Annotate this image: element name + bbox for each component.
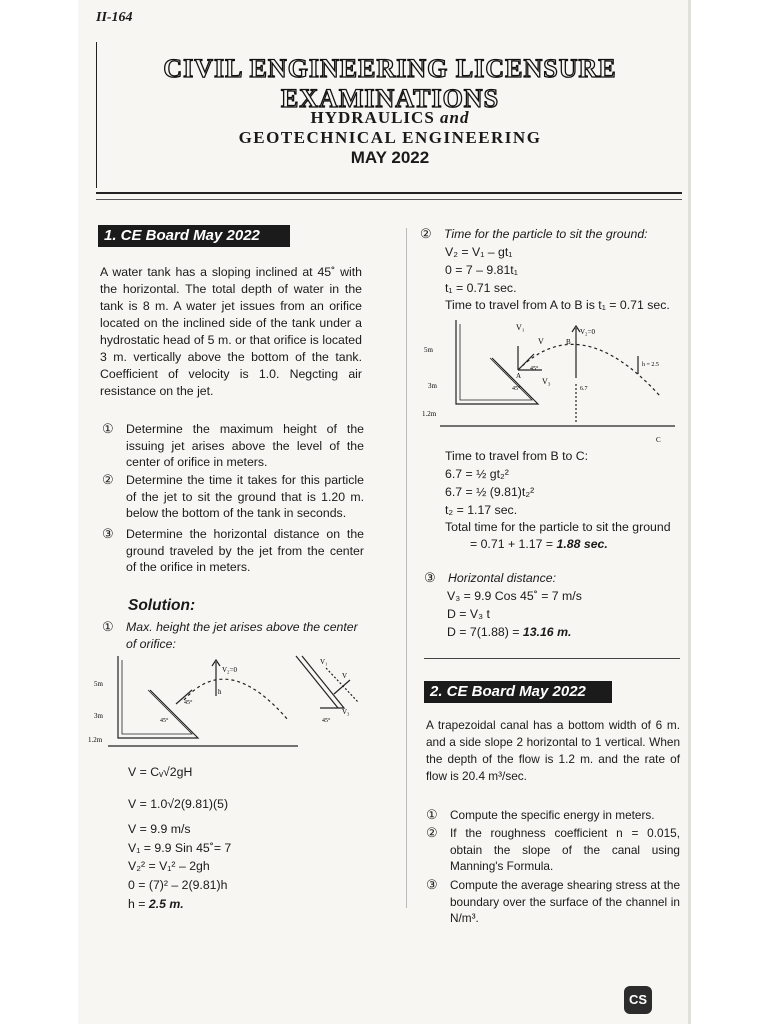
tank-jet-figure-left [88, 650, 378, 755]
part2-step-8: t₂ = 1.17 sec. [445, 503, 518, 517]
subject-line2: GEOTECHNICAL ENGINEERING [238, 128, 542, 147]
question-number: ② [426, 825, 438, 840]
label-angle-base: 45° [160, 718, 169, 724]
part-number: ② [420, 226, 432, 241]
label-v: V [342, 672, 348, 680]
label-c: C [656, 436, 661, 444]
exam-title-line1: CIVIL ENGINEERING LICENSURE [163, 54, 617, 83]
part3-answer: 13.16 m. [522, 625, 572, 639]
label-5m: 5m [94, 680, 103, 688]
subject-and: and [440, 108, 470, 127]
part-number: ① [102, 619, 114, 634]
page-edge [688, 0, 691, 1024]
question-text: Compute the average shearing stress at the boundary over the surface of the channel in N/m³. [450, 878, 680, 925]
question-text: If the roughness coefficient n = 0.015, obtain the slope of the canal using Manning's Formula. [450, 826, 680, 873]
label-1-2m: 1.2m [88, 736, 103, 744]
tank-outline [118, 656, 198, 738]
label-v2: V₂=0 [222, 666, 237, 674]
question-text: Determine the time it takes for this particle of the jet to sit the ground that is 1.20 m. below the bottom of the tank in seconds. [126, 473, 364, 520]
part1-step-3: V = 9.9 m/s [128, 822, 191, 836]
part3-step-2: D = V₃ t [447, 607, 490, 621]
part-number: ③ [424, 570, 436, 585]
column-divider [406, 228, 407, 908]
label-1-2m: 1.2m [422, 410, 437, 418]
part2-step-6: 6.7 = ½ gt₂² [445, 467, 509, 481]
part1-step-5: V₂² = V₁² – 2gh [128, 859, 210, 873]
part1-answer-line [128, 896, 184, 912]
exam-title [100, 54, 680, 114]
label-v1: V₁ [320, 658, 328, 666]
question-text: Compute the specific energy in meters. [450, 808, 655, 822]
label-angle: 45° [184, 700, 193, 706]
question-number: ③ [102, 526, 114, 541]
label-angle-base: 45° [512, 386, 521, 392]
label-v: V [538, 337, 544, 346]
label-h: h [218, 688, 222, 696]
label-6-7: 6.7 [580, 386, 588, 392]
solution-label: Solution: [128, 597, 196, 614]
part2-step-5: Time to travel from B to C: [445, 449, 589, 463]
label-a: A [516, 372, 522, 380]
problem2-statement: A trapezoidal canal has a bottom width of 6 m. and a side slope 2 horizontal to 1 vertical. When the depth of the flow is 1.2 m. and the rate of flow is 20.4 m³/sec. [426, 718, 680, 783]
part2-step-3: t₁ = 0.71 sec. [445, 281, 517, 295]
label-v3: V₃ [542, 377, 551, 386]
part1-step-2: V = 1.0√2(9.81)(5) [128, 797, 229, 811]
part2-answer: 1.88 sec. [556, 537, 608, 551]
answer-prefix: D = 7(1.88) = [447, 625, 523, 639]
header-rule [96, 192, 682, 194]
question-number: ① [426, 807, 438, 822]
problem1-statement: A water tank has a sloping inclined at 45˚ with the horizontal. The total depth of water in the tank is 8 m. A water jet issues from an orifice located on the inclined side of the tank under a hydrostatic head of 5 m. or that orifice is located 3 m. vertically above the bottom of the tank. Coefficient of velocity is 1.0. Negcting air resistance on the jet. [100, 265, 362, 398]
label-v3: V₃ [342, 708, 350, 716]
part-label: Horizontal distance: [448, 571, 556, 585]
camscanner-watermark: CS [624, 986, 652, 1014]
page-number: II-164 [96, 10, 133, 25]
label-3m: 3m [94, 712, 103, 720]
part2-step-7: 6.7 = ½ (9.81)t₂² [445, 485, 535, 499]
question-text: Determine the maximum height of the issuing jet arises above the level of the center of orifice in meters. [126, 422, 364, 469]
question-number: ② [102, 472, 114, 487]
answer-prefix: h = [128, 897, 149, 911]
label-v1: V₁ [516, 323, 525, 332]
subject-hydraulics: HYDRAULICS [310, 108, 441, 127]
label-3m: 3m [428, 382, 437, 390]
label-b: B [566, 338, 571, 346]
label-5m: 5m [424, 346, 433, 354]
question-number: ① [102, 421, 114, 436]
question-number: ③ [426, 877, 438, 892]
header-rule-thin [96, 199, 682, 200]
part1-step-4: V₁ = 9.9 Sin 45˚= 7 [128, 841, 232, 855]
problem1-heading: 1. CE Board May 2022 [98, 225, 290, 247]
part2-step-2: 0 = 7 – 9.81t₁ [445, 263, 518, 277]
question-text: Determine the horizontal distance on the ground traveled by the jet from the center of the orifice in meters. [126, 527, 364, 574]
part1-answer: 2.5 m. [148, 897, 184, 911]
subject-line1 [100, 108, 680, 128]
part2-step-9: Total time for the particle to sit the ground [445, 520, 671, 534]
problem2-heading: 2. CE Board May 2022 [424, 681, 612, 703]
part2-total-line [470, 536, 608, 552]
part1-step-6: 0 = (7)² – 2(9.81)h [128, 878, 228, 892]
part2-step-4: Time to travel from A to B is t₁ = 0.71 sec. [445, 298, 670, 312]
part2-step-1: V₂ = V₁ – gt₁ [445, 245, 513, 259]
jet-trajectory [184, 679, 288, 720]
label-angle: 45° [530, 366, 539, 372]
total-prefix: = 0.71 + 1.17 = [470, 537, 557, 551]
part3-answer-line [447, 624, 571, 640]
label-angle-right: 45° [322, 718, 331, 724]
label-v2: V₂=0 [580, 328, 595, 336]
part3-step-1: V₃ = 9.9 Cos 45˚ = 7 m/s [447, 589, 582, 603]
part1-step-1: V = Cᵥ√2gH [128, 765, 193, 779]
section-rule [424, 658, 680, 659]
exam-date: MAY 2022 [350, 148, 430, 167]
part-label: Max. height the jet arises above the center of orifice: [126, 620, 358, 651]
tank-jet-figure-right [420, 314, 685, 444]
exam-title-line2: EXAMINATIONS [280, 84, 500, 113]
part-label: Time for the particle to sit the ground: [444, 227, 648, 241]
label-h25: h = 2.5 [642, 362, 659, 368]
